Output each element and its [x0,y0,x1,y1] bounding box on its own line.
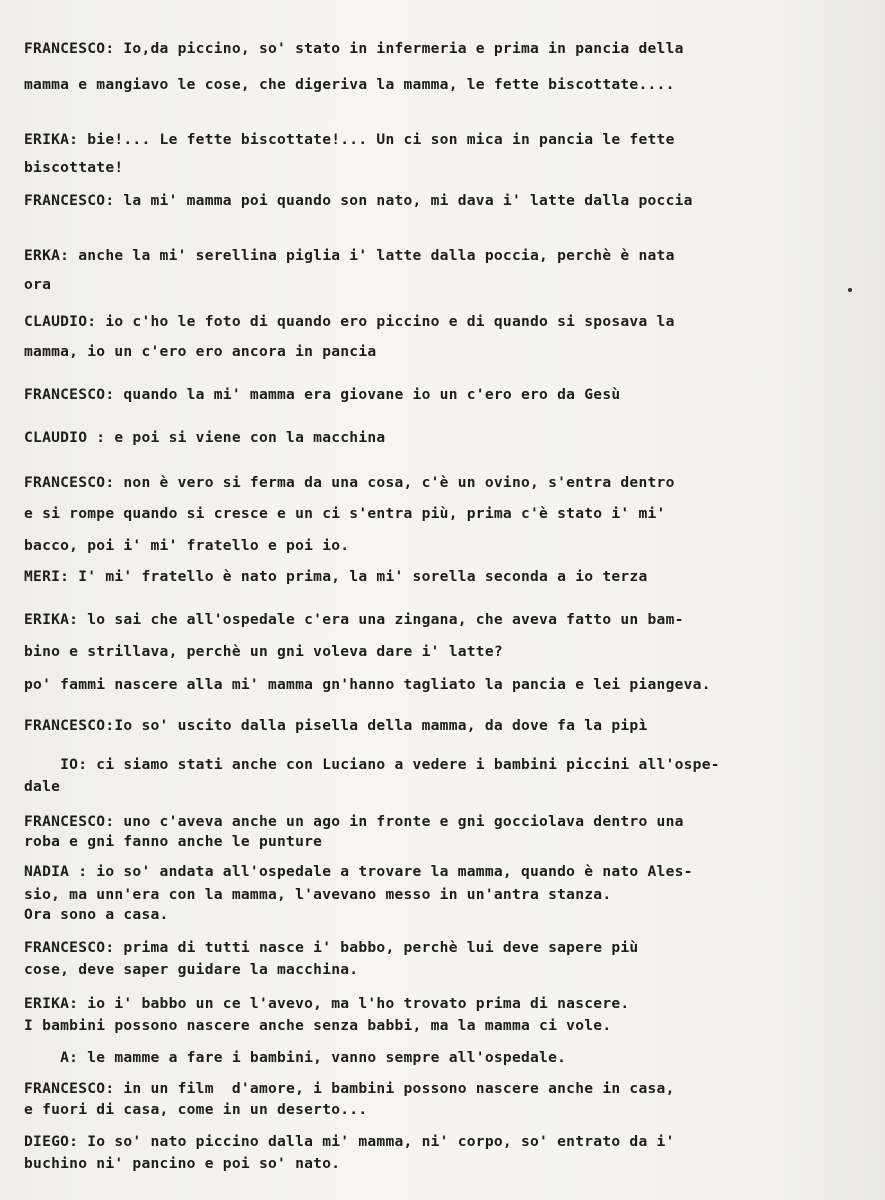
text-line: buchino ni' pancino e poi so' nato. [24,1155,341,1172]
text-line: e fuori di casa, come in un deserto... [24,1101,368,1118]
text-line: mamma, io un c'ero ero ancora in pancia [24,343,377,360]
text-line: FRANCESCO:Io so' uscito dalla pisella della mamma, da dove fa la pipì [24,717,648,734]
text-line: CLAUDIO : e poi si viene con la macchina [24,429,386,446]
text-line: ora [24,276,52,293]
text-line: Ora sono a casa. [24,906,169,923]
text-line: FRANCESCO: in un film d'amore, i bambini possono nascere anche in casa, [24,1080,675,1097]
text-line: FRANCESCO: la mi' mamma poi quando son nato, mi dava i' latte dalla poccia [24,192,693,209]
text-line: FRANCESCO: prima di tutti nasce i' babbo, perchè lui deve sapere più [24,939,639,956]
text-line: roba e gni fanno anche le punture [24,833,323,850]
text-line: MERI: I' mi' fratello è nato prima, la mi' sorella seconda a io terza [24,568,648,585]
text-line: ERKA: anche la mi' serellina piglia i' latte dalla poccia, perchè è nata [24,247,675,264]
ink-speck [848,288,852,292]
text-line: po' fammi nascere alla mi' mamma gn'hanno tagliato la pancia e lei piangeva. [24,676,711,693]
text-line: mamma e mangiavo le cose, che digeriva la mamma, le fette biscottate.... [24,76,675,93]
text-line: ERIKA: io i' babbo un ce l'avevo, ma l'ho trovato prima di nascere. [24,995,630,1012]
text-line: FRANCESCO: uno c'aveva anche un ago in fronte e gni gocciolava dentro una [24,813,684,830]
text-line: bino e strillava, perchè un gni voleva dare i' latte? [24,643,503,660]
text-line: FRANCESCO: Io,da piccino, so' stato in infermeria e prima in pancia della [24,40,684,57]
text-line: e si rompe quando si cresce e un ci s'entra più, prima c'è stato i' mi' [24,505,666,522]
text-line: DIEGO: Io so' nato piccino dalla mi' mamma, ni' corpo, so' entrato da i' [24,1133,675,1150]
text-line: sio, ma unn'era con la mamma, l'avevano messo in un'antra stanza. [24,886,612,903]
text-line: A: le mamme a fare i bambini, vanno sempre all'ospedale. [24,1049,567,1066]
text-line: cose, deve saper guidare la macchina. [24,961,359,978]
text-line: NADIA : io so' andata all'ospedale a trovare la mamma, quando è nato Ales- [24,863,693,880]
text-line: bacco, poi i' mi' fratello e poi io. [24,537,350,554]
text-line: IO: ci siamo stati anche con Luciano a vedere i bambini piccini all'ospe- [24,756,720,773]
text-line: ERIKA: lo sai che all'ospedale c'era una zingana, che aveva fatto un bam- [24,611,684,628]
text-line: CLAUDIO: io c'ho le foto di quando ero piccino e di quando si sposava la [24,313,675,330]
text-line: FRANCESCO: non è vero si ferma da una cosa, c'è un ovino, s'entra dentro [24,474,675,491]
text-line: ERIKA: bie!... Le fette biscottate!... Un ci son mica in pancia le fette [24,131,675,148]
text-line: FRANCESCO: quando la mi' mamma era giovane io un c'ero ero da Gesù [24,386,621,403]
text-line: dale [24,778,61,795]
text-line: I bambini possono nascere anche senza babbi, ma la mamma ci vole. [24,1017,612,1034]
text-line: biscottate! [24,159,124,176]
